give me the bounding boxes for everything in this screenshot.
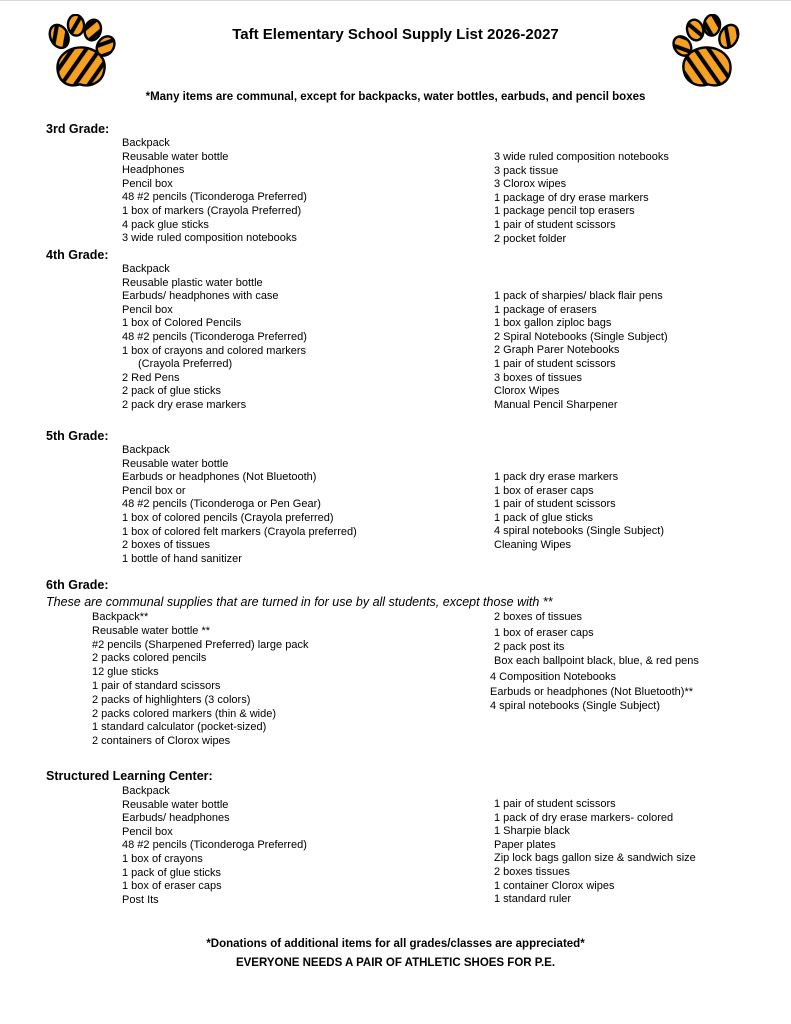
list-item: 2 packs colored markers (thin & wide)	[92, 707, 277, 720]
list-item: Reusable plastic water bottle	[122, 276, 263, 289]
list-item: 1 package pencil top erasers	[494, 205, 635, 218]
list-5th-grade-right	[494, 471, 664, 553]
list-item: 2 pocket folder	[494, 232, 567, 245]
list-item: 1 box of Colored Pencils	[122, 317, 242, 330]
list-item: Reusable water bottle **	[92, 624, 211, 637]
list-item: Backpack	[122, 444, 170, 456]
list-item: 1 package of erasers	[494, 303, 597, 316]
list-item: Earbuds or headphones (Not Bluetooth)	[122, 471, 317, 484]
list-slc-left	[122, 785, 307, 907]
list-item: Backpack	[122, 137, 170, 149]
list-slc-right	[494, 798, 696, 907]
list-item: 2 containers of Clorox wipes	[92, 735, 231, 748]
athletic-shoes-note: EVERYONE NEEDS A PAIR OF ATHLETIC SHOES FOR P.E.	[235, 957, 556, 969]
list-item: Reusable water bottle	[122, 798, 229, 811]
list-item: 1 box gallon ziploc bags	[494, 317, 612, 330]
list-item: Post Its	[122, 893, 159, 906]
list-item: Reusable water bottle	[122, 457, 229, 470]
section-subheading-6th-grade: These are communal supplies that are turned in for use by all students, except those with **	[46, 595, 553, 609]
list-item: 2 Spiral Notebooks (Single Subject)	[494, 330, 668, 343]
list-item: 1 pair of student scissors	[494, 357, 616, 370]
list-item: 2 boxes of tissues	[122, 539, 211, 552]
list-item: 1 pair of student scissors	[494, 498, 616, 511]
list-item: 4 pack glue sticks	[122, 218, 209, 231]
list-item: Earbuds/ headphones	[122, 812, 230, 825]
list-item: 1 box of eraser caps	[494, 626, 594, 639]
list-item: Pencil box	[122, 177, 173, 190]
list-item: Backpack**	[92, 611, 149, 623]
section-heading-5th-grade: 5th Grade:	[46, 429, 109, 443]
page-top-border	[0, 0, 791, 1]
list-4th-grade-right	[494, 290, 668, 412]
list-item: 1 box of eraser caps	[122, 880, 222, 893]
list-item: Manual Pencil Sharpener	[494, 398, 618, 411]
section-heading-6th-grade: 6th Grade:	[46, 578, 109, 592]
list-item: 1 pack of sharpies/ black flair pens	[494, 290, 663, 302]
page-title: Taft Elementary School Supply List 2026-2027	[232, 26, 559, 43]
list-item: Pencil box or	[122, 484, 186, 497]
list-item: 1 standard ruler	[494, 893, 572, 906]
list-item: 1 box of colored pencils (Crayola preferred)	[122, 511, 334, 524]
list-3rd-grade-left	[122, 137, 307, 246]
list-item: 1 box of markers (Crayola Preferred)	[122, 204, 302, 217]
list-item: 48 #2 pencils (Ticonderoga Preferred)	[122, 839, 307, 852]
list-item: Zip lock bags gallon size & sandwich size	[494, 852, 696, 865]
list-item: 1 pair of standard scissors	[92, 679, 221, 692]
list-item: 1 container Clorox wipes	[494, 879, 615, 892]
list-item: 1 pack of dry erase markers- colored	[494, 811, 674, 824]
list-item: 3 pack tissue	[494, 164, 559, 177]
list-item: 48 #2 pencils (Ticonderoga or Pen Gear)	[122, 498, 321, 511]
list-item: 3 Clorox wipes	[494, 178, 567, 191]
list-item: 4 spiral notebooks (Single Subject)	[490, 700, 660, 712]
section-heading-4th-grade: 4th Grade:	[46, 248, 109, 262]
list-item: 1 box of crayons and colored markers	[122, 344, 307, 357]
list-item: Box each ballpoint black, blue, & red pens	[494, 654, 699, 667]
list-item: 2 packs colored pencils	[92, 652, 207, 665]
list-item: Headphones	[122, 164, 185, 177]
list-item: 2 boxes of tissues	[494, 611, 583, 623]
list-item: Pencil box	[122, 303, 173, 316]
list-item: 1 pack of glue sticks	[494, 511, 594, 524]
list-item: 2 Graph Parer Notebooks	[494, 344, 620, 357]
list-item: Earbuds/ headphones with case	[122, 290, 279, 303]
list-item: Paper plates	[494, 838, 556, 851]
list-item: 2 boxes tissues	[494, 865, 570, 878]
list-item: 1 box of crayons	[122, 852, 203, 865]
list-item: 1 pair of student scissors	[494, 798, 616, 810]
list-item: Backpack	[122, 785, 170, 797]
list-item: Reusable water bottle	[122, 150, 229, 163]
list-item: 1 bottle of hand sanitizer	[122, 552, 242, 565]
communal-note: *Many items are communal, except for backpacks, water bottles, earbuds, and pencil boxes	[145, 91, 646, 103]
list-item: 2 Red Pens	[122, 371, 180, 384]
list-item: #2 pencils (Sharpened Preferred) large pack	[92, 638, 309, 651]
list-item: 1 standard calculator (pocket-sized)	[92, 721, 267, 734]
list-item: 2 pack dry erase markers	[122, 398, 247, 411]
list-item: 3 wide ruled composition notebooks	[122, 232, 297, 245]
list-6th-grade-right-a	[494, 611, 699, 668]
list-item: 12 glue sticks	[92, 666, 159, 679]
list-4th-grade-left	[122, 263, 307, 413]
list-item: 1 pack dry erase markers	[494, 471, 619, 483]
section-heading-3rd-grade: 3rd Grade:	[46, 122, 110, 136]
list-5th-grade-left	[122, 444, 357, 566]
list-6th-grade-left	[92, 611, 308, 749]
list-item: 1 package of dry erase markers	[494, 191, 649, 204]
list-item: 3 wide ruled composition notebooks	[494, 151, 669, 163]
list-item: Backpack	[122, 263, 170, 275]
list-item: 2 packs of highlighters (3 colors)	[92, 693, 251, 706]
list-3rd-grade-right	[494, 151, 669, 246]
list-item: Pencil box	[122, 825, 173, 838]
list-item: 4 spiral notebooks (Single Subject)	[494, 525, 664, 538]
list-item: 1 pack of glue sticks	[122, 866, 222, 879]
section-heading-structured-learning-center: Structured Learning Center:	[46, 769, 213, 783]
list-item: 3 boxes of tissues	[494, 371, 583, 384]
list-item: Cleaning Wipes	[494, 538, 572, 551]
list-item: 48 #2 pencils (Ticonderoga Preferred)	[122, 191, 307, 204]
list-item: Earbuds or headphones (Not Bluetooth)**	[490, 685, 694, 698]
list-item: 1 pair of student scissors	[494, 218, 616, 231]
list-item: 4 Composition Notebooks	[490, 671, 616, 683]
donations-note: *Donations of additional items for all grades/classes are appreciated*	[206, 938, 585, 950]
list-item: 2 pack of glue sticks	[122, 385, 222, 398]
list-item: 1 box of eraser caps	[494, 484, 594, 497]
list-item: 48 #2 pencils (Ticonderoga Preferred)	[122, 330, 307, 343]
list-item: (Crayola Preferred)	[138, 358, 233, 371]
list-item: 1 Sharpie black	[494, 825, 570, 838]
list-6th-grade-right-b	[490, 671, 693, 714]
list-item: 2 pack post its	[494, 641, 565, 653]
list-item: Clorox Wipes	[494, 385, 560, 398]
list-item: 1 box of colored felt markers (Crayola preferred)	[122, 525, 357, 538]
